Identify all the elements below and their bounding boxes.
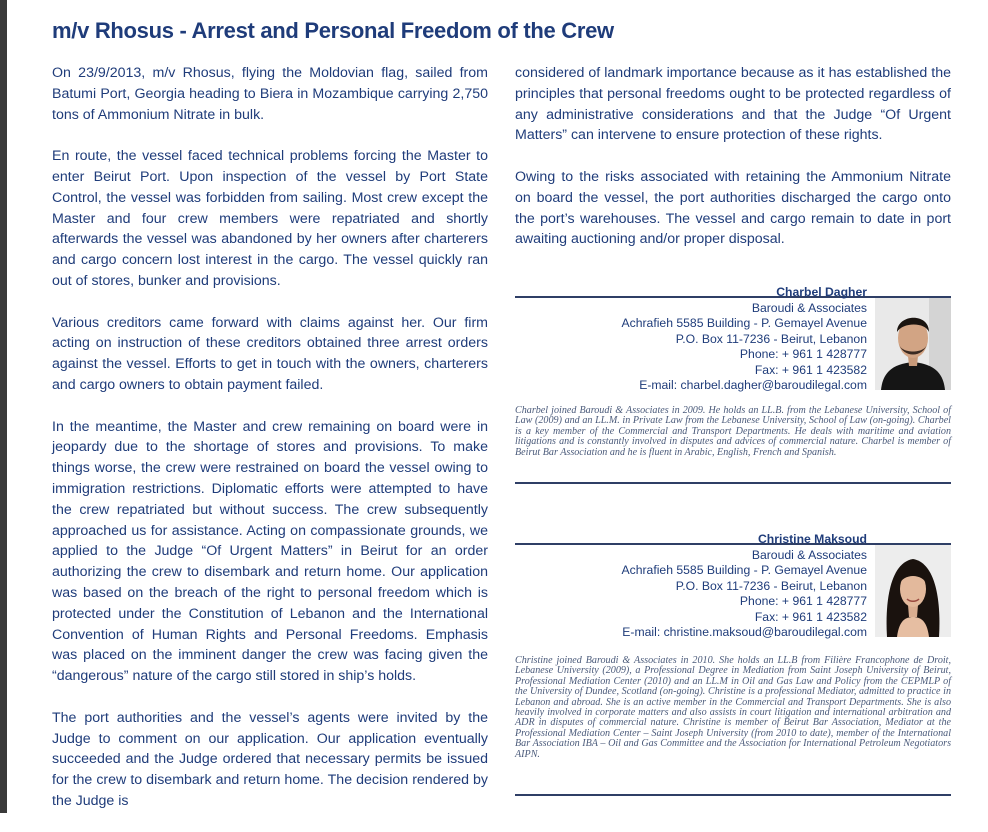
author-card-christine (515, 531, 951, 796)
article-left-column (52, 63, 488, 832)
author-firm: Baroudi & Associates (751, 300, 867, 315)
author-po-box: P.O. Box 11-7236 - Beirut, Lebanon (675, 331, 867, 346)
page-edge-bar (0, 0, 7, 813)
paragraph: On 23/9/2013, m/v Rhosus, flying the Moldovian flag, sailed from Batumi Port, Georgia heading to Biera in Mozambique carrying 2,750 tons of Ammonium Nitrate in bulk. (52, 65, 488, 123)
author-card-charbel (515, 284, 951, 484)
author-bio: Charbel joined Baroudi & Associates in 2009. He holds an LL.B. from the Lebanese University, School of Law (2009) and an LL.M. in Private Law from the Lebanese University, School of Law (on-going). Charbel is a key member of the Commercial and Transport Departments. He deals with maritime and aviation litigations and is constantly involved in disputes and advices of commercial nature. Charbel is member of Beirut Bar Association and he is fluent in Arabic, English, French and Spanish. (515, 405, 951, 458)
author-address: Achrafieh 5585 Building - P. Gemayel Avenue (621, 316, 867, 330)
author-contact-info (622, 285, 868, 394)
paragraph: In the meantime, the Master and crew remaining on board were in jeopardy due to the shortage of stores and provisions. To make things worse, the crew were restrained on board the vessel owing to immigration restrictions. Diplomatic efforts were attempted to have the crew repatriated but without success. The crew subsequently approached us for assistance. Acting on compassionate grounds, we applied to the Judge “Of Urgent Matters” in Beirut for an order authorizing the crew to disembark and return home. Our application was based on the breach of the right to personal freedom which is protected under the Constitution of Lebanon and the International Convention of Human Rights and Personal Freedoms. Emphasis was placed on the imminent danger the crew was facing given the “dangerous” nature of the cargo still stored in ship’s holds. (52, 418, 488, 685)
author-fax: Fax: + 961 1 423582 (754, 362, 867, 377)
author-email[interactable]: E-mail: charbel.dagher@baroudilegal.com (639, 378, 867, 392)
author-address: Achrafieh 5585 Building - P. Gemayel Avenue (621, 563, 867, 577)
author-phone: Phone: + 961 1 428777 (739, 594, 867, 608)
author-email[interactable]: E-mail: christine.maksoud@baroudilegal.com (622, 625, 867, 639)
article-title: m/v Rhosus - Arrest and Personal Freedom of the Crew (52, 18, 614, 43)
author-fax: Fax: + 961 1 423582 (754, 609, 867, 624)
paragraph: The port authorities and the vessel’s agents were invited by the Judge to comment on our application. Our application eventually succeeded and the Judge ordered that necessary permits be issued for the crew to disembark and return home. The decision rendered by the Judge is (52, 709, 488, 809)
paragraph: En route, the vessel faced technical problems forcing the Master to enter Beirut Port. Upon inspection of the vessel by Port State Control, the vessel was forbidden from sailing. Most crew except the Master and four crew members were repatriated and shortly afterwards the vessel was abandoned by her owners after charterers and cargo concern lost interest in the cargo. The vessel quickly ran out of stores, bunker and provisions. (52, 148, 488, 289)
article-right-column (515, 63, 951, 271)
author-phone: Phone: + 961 1 428777 (739, 347, 867, 361)
paragraph: Owing to the risks associated with retaining the Ammonium Nitrate on board the vessel, the port authorities discharged the cargo onto the port’s warehouses. The vessel and cargo remain to date in port awaiting auctioning and/or proper disposal. (515, 168, 951, 248)
divider-line (515, 794, 951, 796)
author-name: Charbel Dagher (776, 285, 867, 299)
divider-line (515, 482, 951, 484)
author-name: Christine Maksoud (757, 532, 867, 546)
author-po-box: P.O. Box 11-7236 - Beirut, Lebanon (675, 578, 867, 593)
author-photo-christine (875, 545, 951, 637)
author-firm: Baroudi & Associates (751, 547, 867, 562)
paragraph: considered of landmark importance because as it has established the principles that personal freedoms ought to be protected regardless of any administrative considerations and that the Judge “Of Urgent Matters” can intervene to ensure protection of these rights. (515, 65, 951, 144)
author-photo-charbel (875, 298, 951, 390)
paragraph: Various creditors came forward with claims against her. Our firm acting on instruction of these creditors obtained three arrest orders against the vessel. Efforts to get in touch with the owners, charterers and cargo owners to obtain payment failed. (52, 314, 488, 393)
author-contact-info (622, 532, 868, 641)
author-bio: Christine joined Baroudi & Associates in 2010. She holds an LL.B from Filière Francophone de Droit, Lebanese University (2009), a Professional Degree in Mediation from Saint Joseph University of Beirut, Professional Mediation Center (2010) and an LL.M in Oil and Gas Law and Policy from the CEPMLP of the University of Dundee, Scotland (on-going). Christine is a professional Mediator, admitted to practice in Lebanon and abroad. She is an active member in the Commercial and Transport Departments. She is also heavily involved in corporate matters and also assists in court litigation and international arbitration and ADR in disputes of commercial nature. Christine is member of Beirut Bar Association, Mediator at the Professional Mediation Center – Saint Joseph University (from 2010 to date), member of the International Bar Association IBA – Oil and Gas Committee and the Association for International Petroleum Negotiators AIPN. (515, 655, 951, 760)
